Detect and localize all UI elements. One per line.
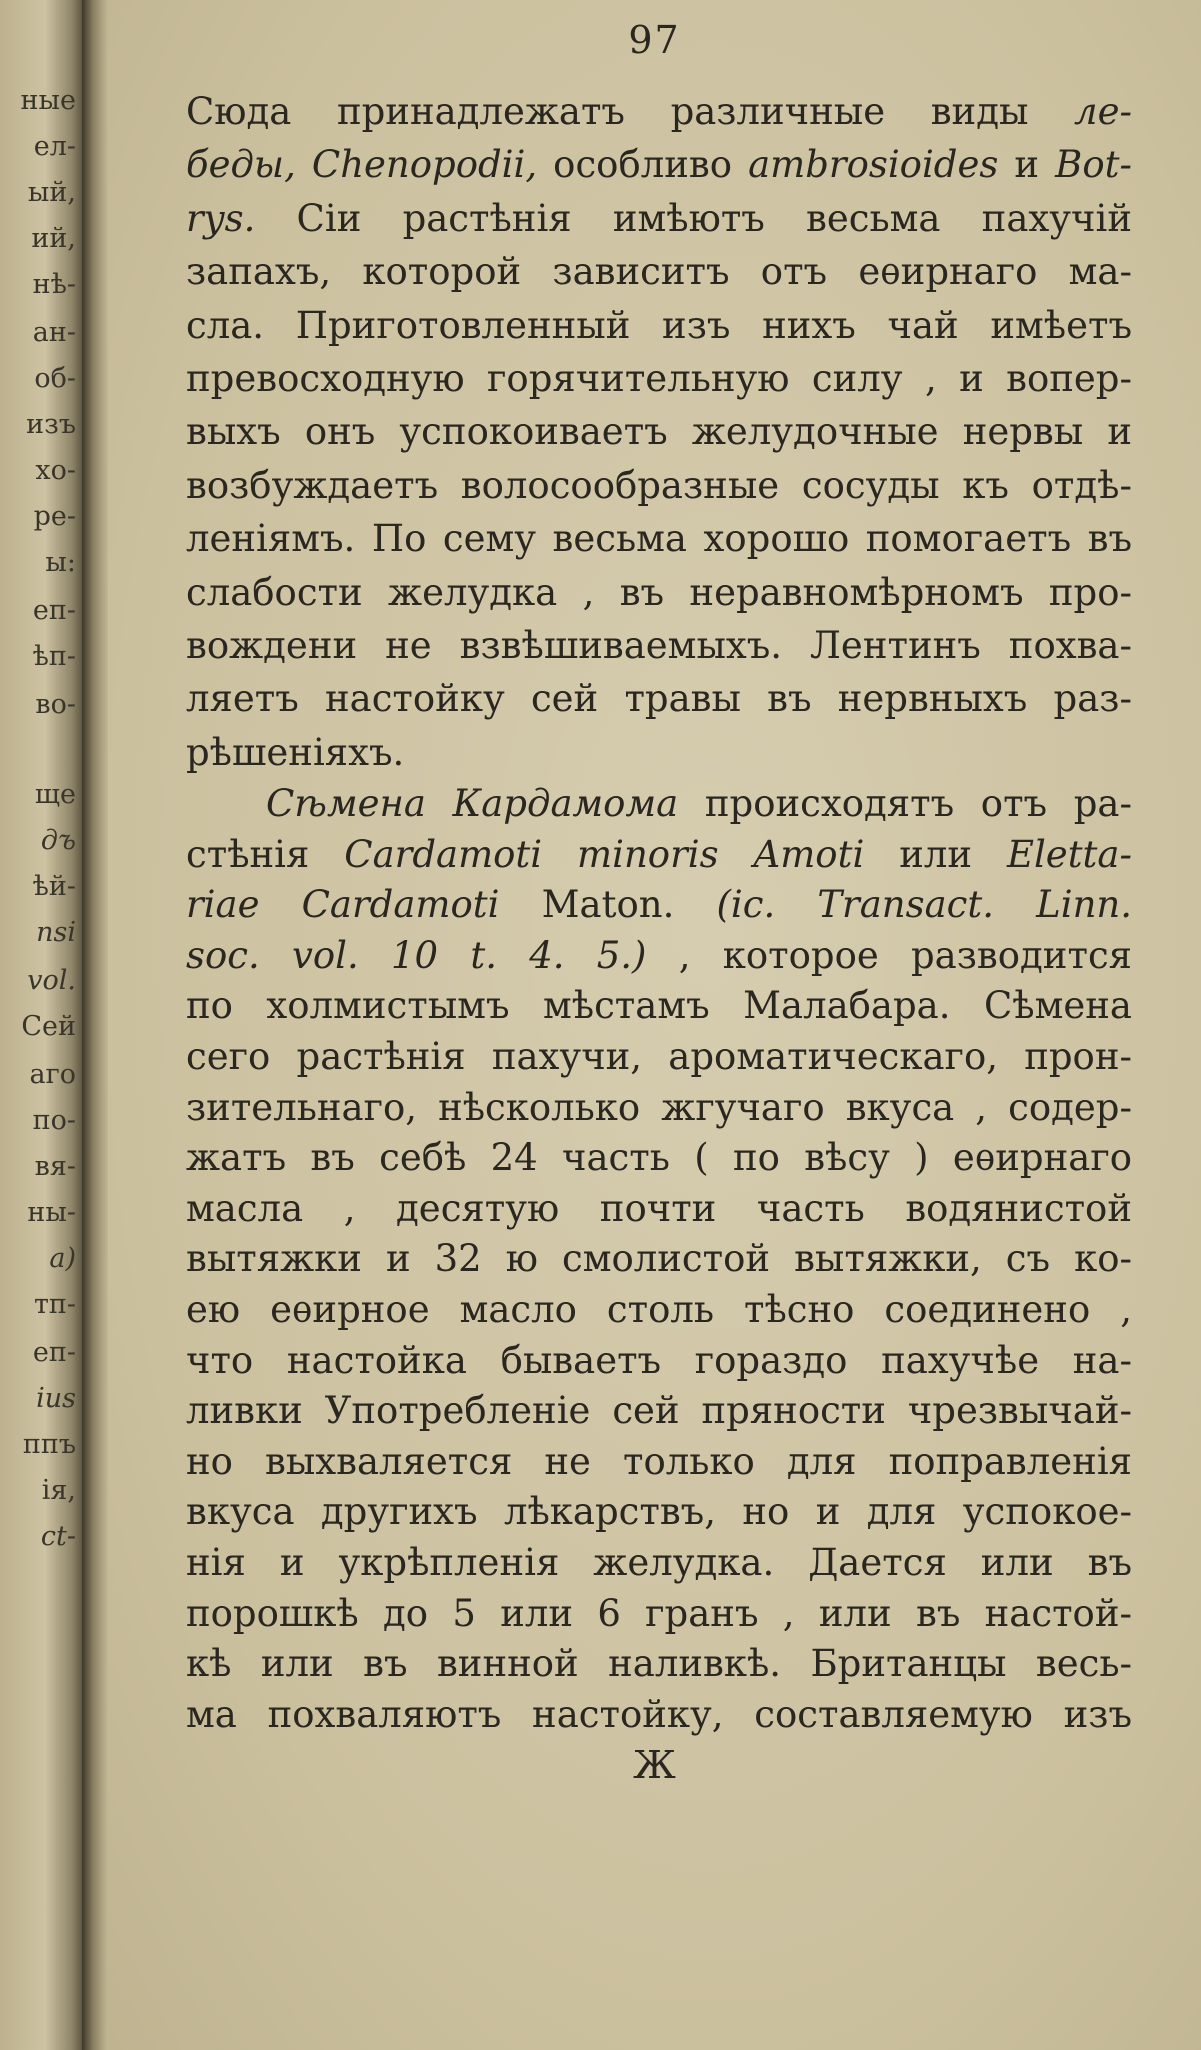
text-segment: вкуса другихъ лѣкарствъ, но и для успокое- (186, 1490, 1132, 1534)
previous-page-fragment: ы: (45, 547, 76, 578)
text-line (186, 1537, 1132, 1589)
text-segment: Cardamoti minoris Amoti (344, 832, 865, 876)
text-line (186, 1385, 1132, 1437)
text-segment: или (864, 832, 1007, 876)
text-segment: (ic. Transact. Linn. (716, 883, 1133, 927)
previous-page-fragment: еп- (32, 595, 76, 626)
text-segment: слабости желудка , въ неравномѣрномъ про- (186, 570, 1132, 614)
text-line (186, 1588, 1132, 1640)
text-line (186, 980, 1132, 1032)
book-page (108, 0, 1201, 2050)
text-segment: soc. vol. 10 t. 4. 5.) (186, 933, 647, 977)
text-line (186, 1486, 1132, 1538)
previous-page-fragment: изъ (26, 409, 76, 440)
text-segment: запахъ, которой зависитъ отъ еѳирнаго ма- (186, 250, 1132, 294)
text-segment: беды, Chenopodii, (186, 143, 538, 187)
text-line (186, 86, 1132, 138)
text-line (186, 1638, 1132, 1690)
previous-page-fragment: ан- (32, 317, 76, 348)
text-segment: рѣшеніяхъ. (186, 730, 405, 774)
text-segment: что настойка бываетъ гораздо пахучѣе на- (186, 1338, 1132, 1382)
text-segment: зительнаго, нѣсколько жгучаго вкуса , содер- (186, 1085, 1132, 1129)
text-segment: Сіи растѣнія имѣютъ весьма пахучій (255, 196, 1132, 240)
previous-page-fragment: ий, (31, 223, 76, 254)
previous-page-fragment: по- (32, 1105, 76, 1136)
text-line (186, 193, 1132, 245)
text-segment: ле- (1074, 90, 1132, 133)
previous-page-edge (0, 0, 82, 2050)
previous-page-fragment: ѣй- (32, 871, 76, 902)
text-segment: вытяжки и 32 ю смолистой вытяжки, съ ко- (186, 1237, 1132, 1281)
previous-page-fragment: ый, (27, 177, 76, 208)
text-segment: порошкѣ до 5 или 6 гранъ , или въ настой- (186, 1591, 1132, 1635)
text-segment: , которое разводится (646, 933, 1133, 977)
text-segment: по холмистымъ мѣстамъ Малабара. Сѣмена (186, 984, 1132, 1028)
text-segment: леніямъ. По сему весьма хорошо помогаетъ въ (186, 517, 1132, 561)
previous-page-fragment: ще (34, 779, 76, 810)
text-segment: кѣ или въ винной наливкѣ. Британцы весь- (186, 1642, 1132, 1686)
previous-page-fragment: дъ (40, 825, 76, 856)
text-line (186, 460, 1132, 512)
text-segment: ambrosioides (748, 143, 999, 187)
text-segment: Сѣмена Кардамома (266, 782, 679, 825)
text-line (186, 1031, 1132, 1083)
previous-page-fragment: ius (36, 1383, 76, 1414)
page-number: 97 (628, 18, 681, 62)
previous-page-fragment: об- (34, 363, 76, 394)
text-line (186, 513, 1132, 565)
text-segment: жатъ въ себѣ 24 часть ( по вѣсу ) еѳирнаго (186, 1136, 1132, 1180)
text-line (186, 1335, 1132, 1387)
text-line (266, 778, 1132, 830)
text-segment: выхъ онъ успокоиваетъ желудочные нервы и (186, 410, 1132, 454)
text-segment: Сюда принадлежатъ различные виды (186, 90, 1075, 133)
text-segment: нія и укрѣпленія желудка. Дается или въ (186, 1541, 1132, 1584)
previous-page-fragment: ппъ (22, 1429, 76, 1460)
text-line (186, 139, 1132, 191)
text-line (186, 1689, 1132, 1741)
text-line (186, 1132, 1132, 1184)
text-line (186, 829, 1132, 881)
previous-page-fragment: ре- (33, 501, 76, 532)
text-segment: вождени не взвѣшиваемыхъ. Лентинъ похва- (186, 624, 1132, 667)
text-segment: и (998, 143, 1056, 187)
text-segment: превосходную горячительную силу , и вопер- (186, 357, 1132, 400)
text-segment: происходятъ отъ ра- (678, 782, 1132, 825)
previous-page-fragment: ія, (41, 1475, 76, 1506)
text-segment: ляетъ настойку сей травы въ нервныхъ раз- (186, 677, 1132, 721)
text-line (186, 1183, 1132, 1235)
text-line (186, 567, 1132, 619)
text-segment: Eletta- (1006, 832, 1132, 876)
text-line (186, 727, 1132, 779)
text-line (186, 1436, 1132, 1488)
text-line (186, 620, 1132, 672)
text-line (186, 879, 1132, 931)
previous-page-fragment: хо- (35, 455, 76, 486)
previous-page-fragment: ные (20, 85, 76, 116)
signature-mark: Ж (633, 1743, 676, 1787)
previous-page-fragment: ѣп- (32, 641, 76, 672)
previous-page-fragment: еп- (32, 1337, 76, 1368)
text-line (186, 300, 1132, 352)
text-line (186, 353, 1132, 405)
previous-page-fragment: ны- (27, 1197, 76, 1228)
text-line (186, 930, 1132, 982)
text-segment: масла , десятую почти часть водянистой (186, 1186, 1132, 1230)
text-segment: возбуждаетъ волосообразные сосуды къ отдѣ- (186, 463, 1132, 507)
text-segment: riae Cardamoti (186, 883, 500, 927)
previous-page-fragment: тп- (33, 1289, 76, 1320)
text-line (186, 1233, 1132, 1285)
text-line (186, 246, 1132, 298)
text-segment: Bot- (1055, 143, 1132, 187)
text-segment: rys. (186, 196, 256, 240)
text-segment: особливо (537, 143, 749, 187)
previous-page-fragment: во- (35, 689, 76, 720)
text-segment: сла. Приготовленный изъ нихъ чай имѣетъ (186, 303, 1132, 347)
previous-page-fragment: vol. (27, 965, 76, 996)
text-segment: ливки Употребленіе сей пряности чрезвычай- (186, 1389, 1132, 1433)
text-line (186, 673, 1132, 725)
book-gutter (82, 0, 108, 2050)
text-line (186, 1284, 1132, 1336)
text-segment: стѣнія (186, 832, 345, 876)
text-line (186, 1082, 1132, 1134)
previous-page-fragment: аго (29, 1059, 76, 1090)
text-segment: Maton. (499, 883, 717, 927)
text-segment: ею еѳирное масло столь тѣсно соединено , (186, 1288, 1132, 1331)
text-segment: ма похваляютъ настойку, составляемую изъ (186, 1692, 1132, 1736)
previous-page-fragment: вя- (34, 1151, 76, 1182)
previous-page-fragment: ел- (33, 131, 76, 162)
text-segment: сего растѣнія пахучи, ароматическаго, прон- (186, 1035, 1132, 1078)
previous-page-fragment: a) (49, 1243, 76, 1274)
text-line (186, 406, 1132, 458)
previous-page-fragment: nsi (36, 917, 76, 948)
text-segment: но выхваляется не только для поправленія (186, 1439, 1132, 1483)
previous-page-fragment: нѣ- (32, 269, 76, 300)
previous-page-fragment: ct- (40, 1521, 76, 1552)
previous-page-fragment: Сей (21, 1011, 76, 1042)
